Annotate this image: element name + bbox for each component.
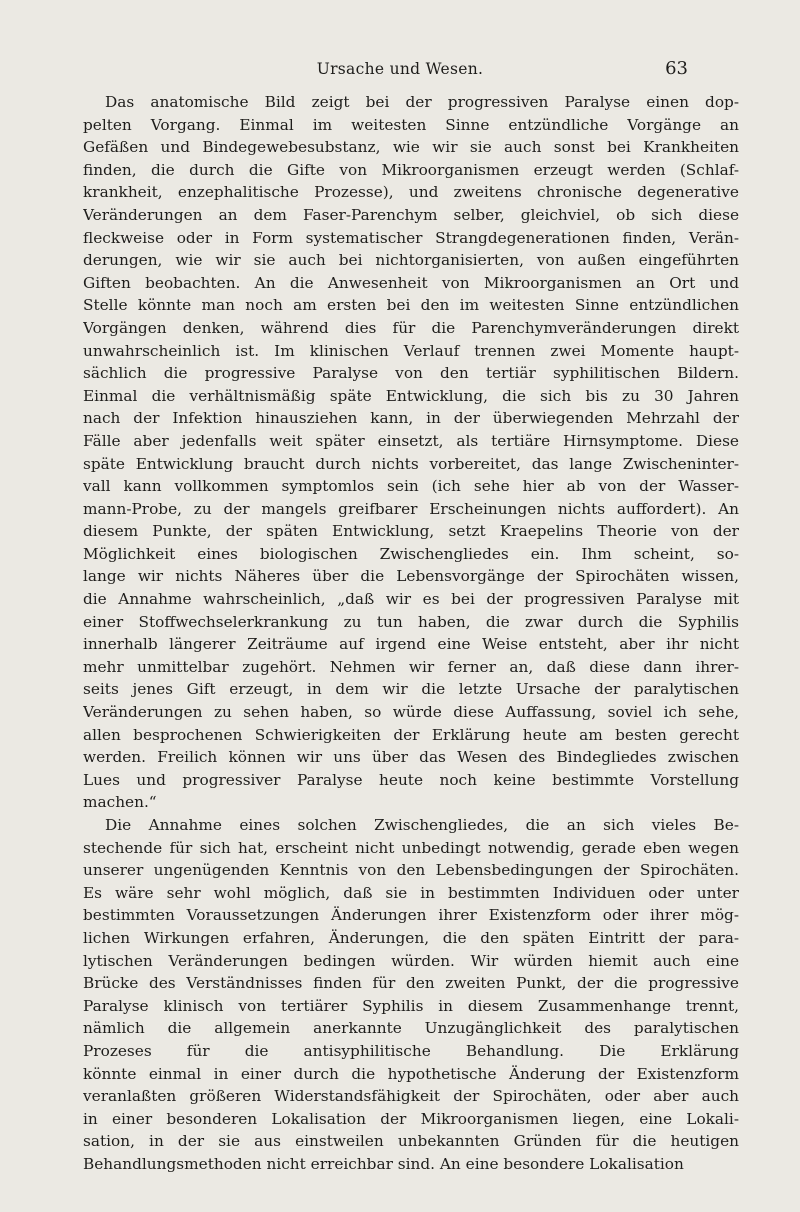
text-line: machen.“ bbox=[83, 793, 157, 812]
text-line: lichen Wirkungen erfahren, Änderungen, die den späten Eintritt der para- bbox=[83, 928, 739, 947]
text-line: einer Stoffwechselerkrankung zu tun haben, die zwar durch die Syphilis bbox=[83, 612, 739, 631]
running-head bbox=[0, 58, 800, 84]
text-line: werden. Freilich können wir uns über das Wesen des Bindegliedes zwischen bbox=[83, 748, 739, 767]
text-line: Behandlungsmethoden nicht erreichbar sind. An eine besondere Lokalisation bbox=[83, 1154, 684, 1173]
text-line: Einmal die verhältnismäßig späte Entwicklung, die sich bis zu 30 Jahren bbox=[83, 386, 739, 405]
text-line: derungen, wie wir sie auch bei nichtorganisierten, von außen eingeführten bbox=[83, 251, 739, 270]
text-line: Stelle könnte man noch am ersten bei den im weitesten Sinne entzündlichen bbox=[83, 296, 739, 315]
paragraph-1 bbox=[83, 91, 739, 814]
text-line: Das anatomische Bild zeigt bei der progressiven Paralyse einen dop- bbox=[105, 93, 739, 111]
text-line: vall kann vollkommen symptomlos sein (ich sehe hier ab von der Wasser- bbox=[83, 477, 739, 496]
text-line: seits jenes Gift erzeugt, in dem wir die letzte Ursache der paralytischen bbox=[83, 680, 739, 699]
text-line: pelten Vorgang. Einmal im weitesten Sinne entzündliche Vorgänge an bbox=[83, 115, 739, 134]
text-line: mann-Probe, zu der mangels greifbarer Erscheinungen nichts auffordert). An bbox=[83, 499, 739, 518]
text-line: Gefäßen und Bindegewebesubstanz, wie wir sie auch sonst bei Krankheiten bbox=[83, 138, 739, 157]
text-line: stechende für sich hat, erscheint nicht unbedingt notwendig, gerade eben wegen bbox=[83, 838, 739, 857]
text-line: fleckweise oder in Form systematischer Strangdegenerationen finden, Verän- bbox=[83, 228, 739, 247]
text-line: innerhalb längerer Zeiträume auf irgend eine Weise entsteht, aber ihr nicht bbox=[83, 635, 739, 654]
text-line: veranlaßten größeren Widerstandsfähigkeit der Spirochäten, oder aber auch bbox=[83, 1087, 739, 1106]
text-line: Lues und progressiver Paralyse heute noch keine bestimmte Vorstellung bbox=[83, 770, 739, 789]
text-line: Die Annahme eines solchen Zwischengliedes, die an sich vieles Be- bbox=[105, 816, 739, 834]
text-line: nach der Infektion hinausziehen kann, in der überwiegenden Mehrzahl der bbox=[83, 409, 739, 428]
text-line: Veränderungen zu sehen haben, so würde diese Auffassung, soviel ich sehe, bbox=[83, 703, 739, 722]
text-line: allen besprochenen Schwierigkeiten der Erklärung heute am besten gerecht bbox=[83, 725, 739, 744]
text-line: bestimmten Voraussetzungen Änderungen ihrer Existenzform oder ihrer mög- bbox=[83, 906, 739, 925]
text-line: Veränderungen an dem Faser-Parenchym selber, gleichviel, ob sich diese bbox=[83, 205, 739, 224]
text-line: lytischen Veränderungen bedingen würden. Wir würden hiemit auch eine bbox=[83, 951, 739, 970]
running-title: Ursache und Wesen. bbox=[316, 60, 484, 78]
text-line: diesem Punkte, der späten Entwicklung, setzt Kraepelins Theorie von der bbox=[83, 522, 739, 541]
text-line: Fälle aber jedenfalls weit später einsetzt, als tertiäre Hirnsymptome. Diese bbox=[83, 431, 739, 450]
text-line: sächlich die progressive Paralyse von den tertiär syphilitischen Bildern. bbox=[83, 364, 739, 383]
text-line: in einer besonderen Lokalisation der Mikroorganismen liegen, eine Lokali- bbox=[83, 1109, 739, 1128]
text-line: unwahrscheinlich ist. Im klinischen Verlauf trennen zwei Momente haupt- bbox=[83, 341, 739, 360]
text-line: Giften beobachten. An die Anwesenheit von Mikroorganismen an Ort und bbox=[83, 273, 739, 292]
text-line: Vorgängen denken, während dies für die Parenchymveränderungen direkt bbox=[83, 318, 739, 337]
text-line: Prozeses für die antisyphilitische Behandlung. Die Erklärung bbox=[83, 1041, 739, 1060]
text-line: Paralyse klinisch von tertiärer Syphilis in diesem Zusammenhange trennt, bbox=[83, 996, 739, 1015]
text-line: späte Entwicklung braucht durch nichts vorbereitet, das lange Zwischeninter- bbox=[83, 454, 739, 473]
text-line: unserer ungenügenden Kenntnis von den Lebensbedingungen der Spirochäten. bbox=[83, 861, 739, 880]
text-line: Möglichkeit eines biologischen Zwischengliedes ein. Ihm scheint, so- bbox=[83, 544, 739, 563]
text-line: die Annahme wahrscheinlich, „daß wir es bei der progressiven Paralyse mit bbox=[83, 590, 739, 609]
text-line: nämlich die allgemein anerkannte Unzugänglichkeit des paralytischen bbox=[83, 1019, 739, 1038]
text-line: Es wäre sehr wohl möglich, daß sie in bestimmten Individuen oder unter bbox=[83, 883, 739, 902]
text-line: krankheit, enzephalitische Prozesse), und zweitens chronische degenerative bbox=[83, 183, 739, 202]
text-line: sation, in der sie aus einstweilen unbekannten Gründen für die heutigen bbox=[83, 1132, 739, 1151]
text-line: finden, die durch die Gifte von Mikroorganismen erzeugt werden (Schlaf- bbox=[83, 160, 739, 179]
text-line: mehr unmittelbar zugehört. Nehmen wir ferner an, daß diese dann ihrer- bbox=[83, 657, 739, 676]
text-line: Brücke des Verständnisses finden für den zweiten Punkt, der die progressive bbox=[83, 974, 739, 993]
page-number: 63 bbox=[665, 58, 688, 79]
text-line: könnte einmal in einer durch die hypothetische Änderung der Existenzform bbox=[83, 1064, 739, 1083]
text-line: lange wir nichts Näheres über die Lebensvorgänge der Spirochäten wissen, bbox=[83, 567, 739, 586]
body-text bbox=[83, 91, 739, 1176]
paragraph-2 bbox=[83, 814, 739, 1176]
